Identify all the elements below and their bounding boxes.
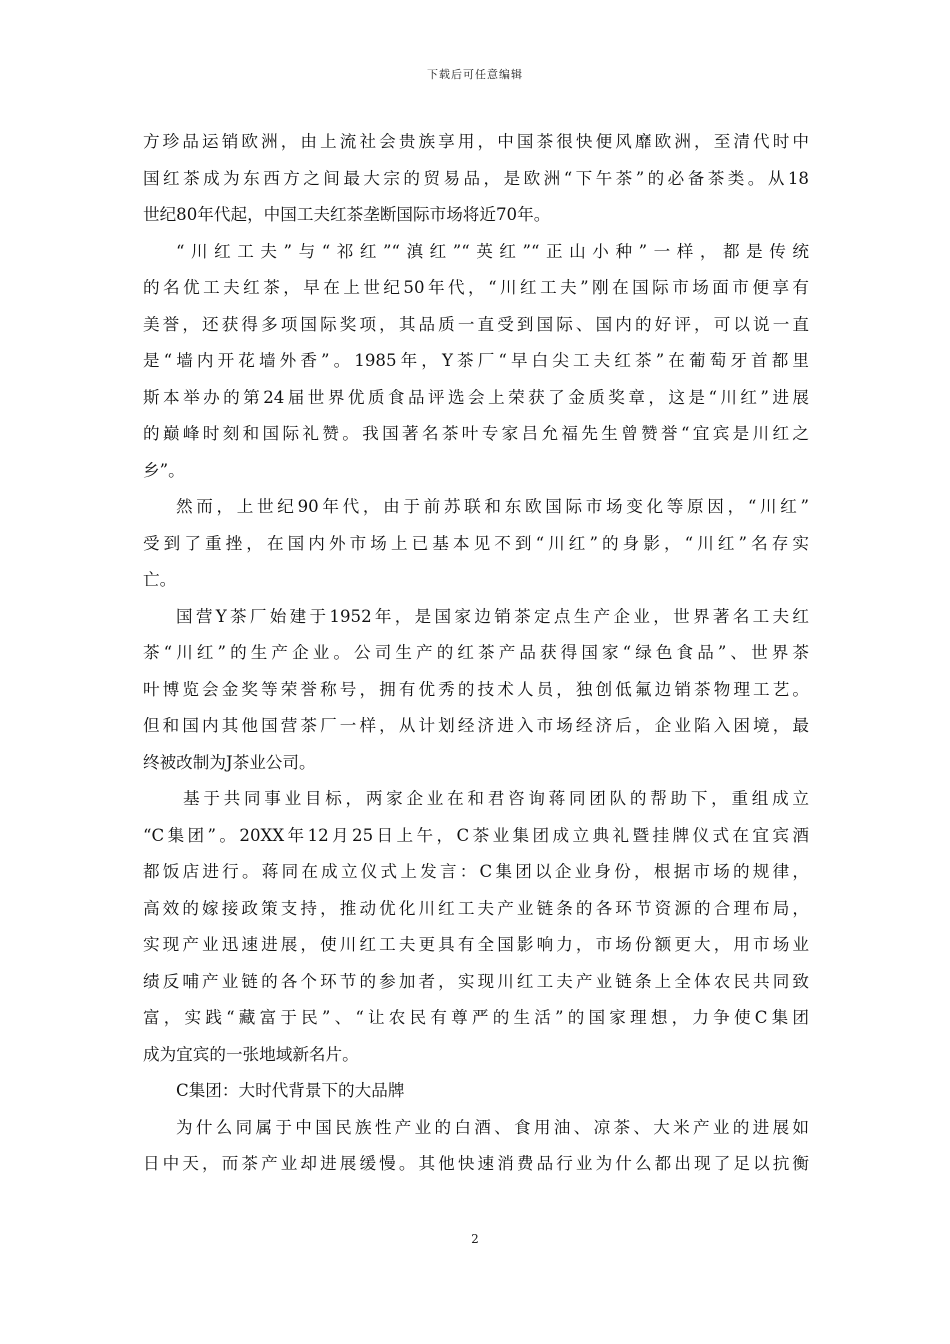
- text-line: 日中天，而茶产业却进展缓慢。其他快速消费品行业为什么都出现了足以抗衡: [143, 1154, 809, 1173]
- text-line: 的名优工夫红茶，早在上世纪50年代，“川红工夫”刚在国际市场面市便享有: [143, 278, 809, 297]
- text-line: C集团：大时代背景下的大品牌: [176, 1081, 405, 1100]
- text-line: 国红茶成为东西方之间最大宗的贸易品，是欧洲“下午茶”的必备茶类。从18: [143, 168, 809, 188]
- text-line: 美誉，还获得多项国际奖项，其品质一直受到国际、国内的好评，可以说一直: [143, 314, 809, 334]
- text-line: 斯本举办的第24届世界优质食品评选会上荣获了金质奖章，这是“川红”进展: [143, 387, 809, 407]
- text-line: 茶“川红”的生产企业。公司生产的红茶产品获得国家“绿色食品”、世界茶: [143, 643, 809, 662]
- paragraph: [143, 781, 809, 1073]
- text-line: 乡”。: [143, 460, 185, 480]
- text-line: 绩反哺产业链的各个环节的参加者，实现川红工夫产业链条上全体农民共同致: [143, 971, 809, 991]
- text-line: 世纪80年代起，中国工夫红茶垄断国际市场将近70年。: [143, 205, 551, 224]
- text-line: “川红工夫”与“祁红”“滇红”“英红”“正山小种”一样，都是传统: [176, 241, 809, 261]
- text-line: 终被改制为J茶业公司。: [143, 752, 316, 772]
- paragraph: [143, 599, 809, 782]
- page-number: 2: [471, 1232, 479, 1246]
- text-line: 亡。: [143, 570, 177, 589]
- paragraph: [143, 489, 809, 599]
- paragraph: [143, 124, 809, 234]
- paragraph: [143, 1110, 809, 1183]
- text-line: 然而，上世纪90年代，由于前苏联和东欧国际市场变化等原因，“川红”: [176, 497, 809, 516]
- text-line: “C集团”。20XX年12月25日上午，C茶业集团成立典礼暨挂牌仪式在宜宾酒: [143, 825, 809, 845]
- text-line: 都饭店进行。蒋同在成立仪式上发言：C集团以企业身份，根据市场的规律，: [143, 862, 809, 881]
- text-line: 受到了重挫，在国内外市场上已基本见不到“川红”的身影，“川红”名存实: [143, 533, 809, 553]
- section-heading: [143, 1073, 809, 1110]
- text-line: 叶博览会金奖等荣誉称号，拥有优秀的技术人员，独创低氟边销茶物理工艺。: [143, 679, 809, 699]
- text-line: 方珍品运销欧洲，由上流社会贵族享用，中国茶很快便风靡欧洲，至清代时中: [143, 132, 809, 151]
- text-line: 是“墙内开花墙外香”。1985年，Y茶厂“早白尖工夫红茶”在葡萄牙首都里: [143, 351, 809, 370]
- text-line: 基于共同事业目标，两家企业在和君咨询蒋同团队的帮助下，重组成立: [183, 789, 809, 808]
- text-line: 实现产业迅速进展，使川红工夫更具有全国影响力，市场份额更大，用市场业: [143, 935, 809, 954]
- text-line: 高效的嫁接政策支持，推动优化川红工夫产业链条的各环节资源的合理布局，: [143, 898, 809, 918]
- text-line: 成为宜宾的一张地域新名片。: [143, 1044, 359, 1064]
- text-line: 但和国内其他国营茶厂一样，从计划经济进入市场经济后，企业陷入困境，最: [143, 716, 809, 735]
- document-body: [143, 124, 809, 1183]
- text-line: 为什么同属于中国民族性产业的白酒、食用油、凉茶、大米产业的进展如: [176, 1117, 809, 1137]
- page-header: 下载后可任意编辑: [427, 68, 523, 81]
- text-line: 的巅峰时刻和国际礼赞。我国著名茶叶专家吕允福先生曾赞誉“宜宾是川红之: [143, 424, 809, 443]
- paragraph: [143, 234, 809, 490]
- text-line: 富，实践“藏富于民”、“让农民有尊严的生活”的国家理想，力争使C集团: [143, 1008, 809, 1027]
- text-line: 国营Y茶厂始建于1952年，是国家边销茶定点生产企业，世界著名工夫红: [176, 606, 809, 626]
